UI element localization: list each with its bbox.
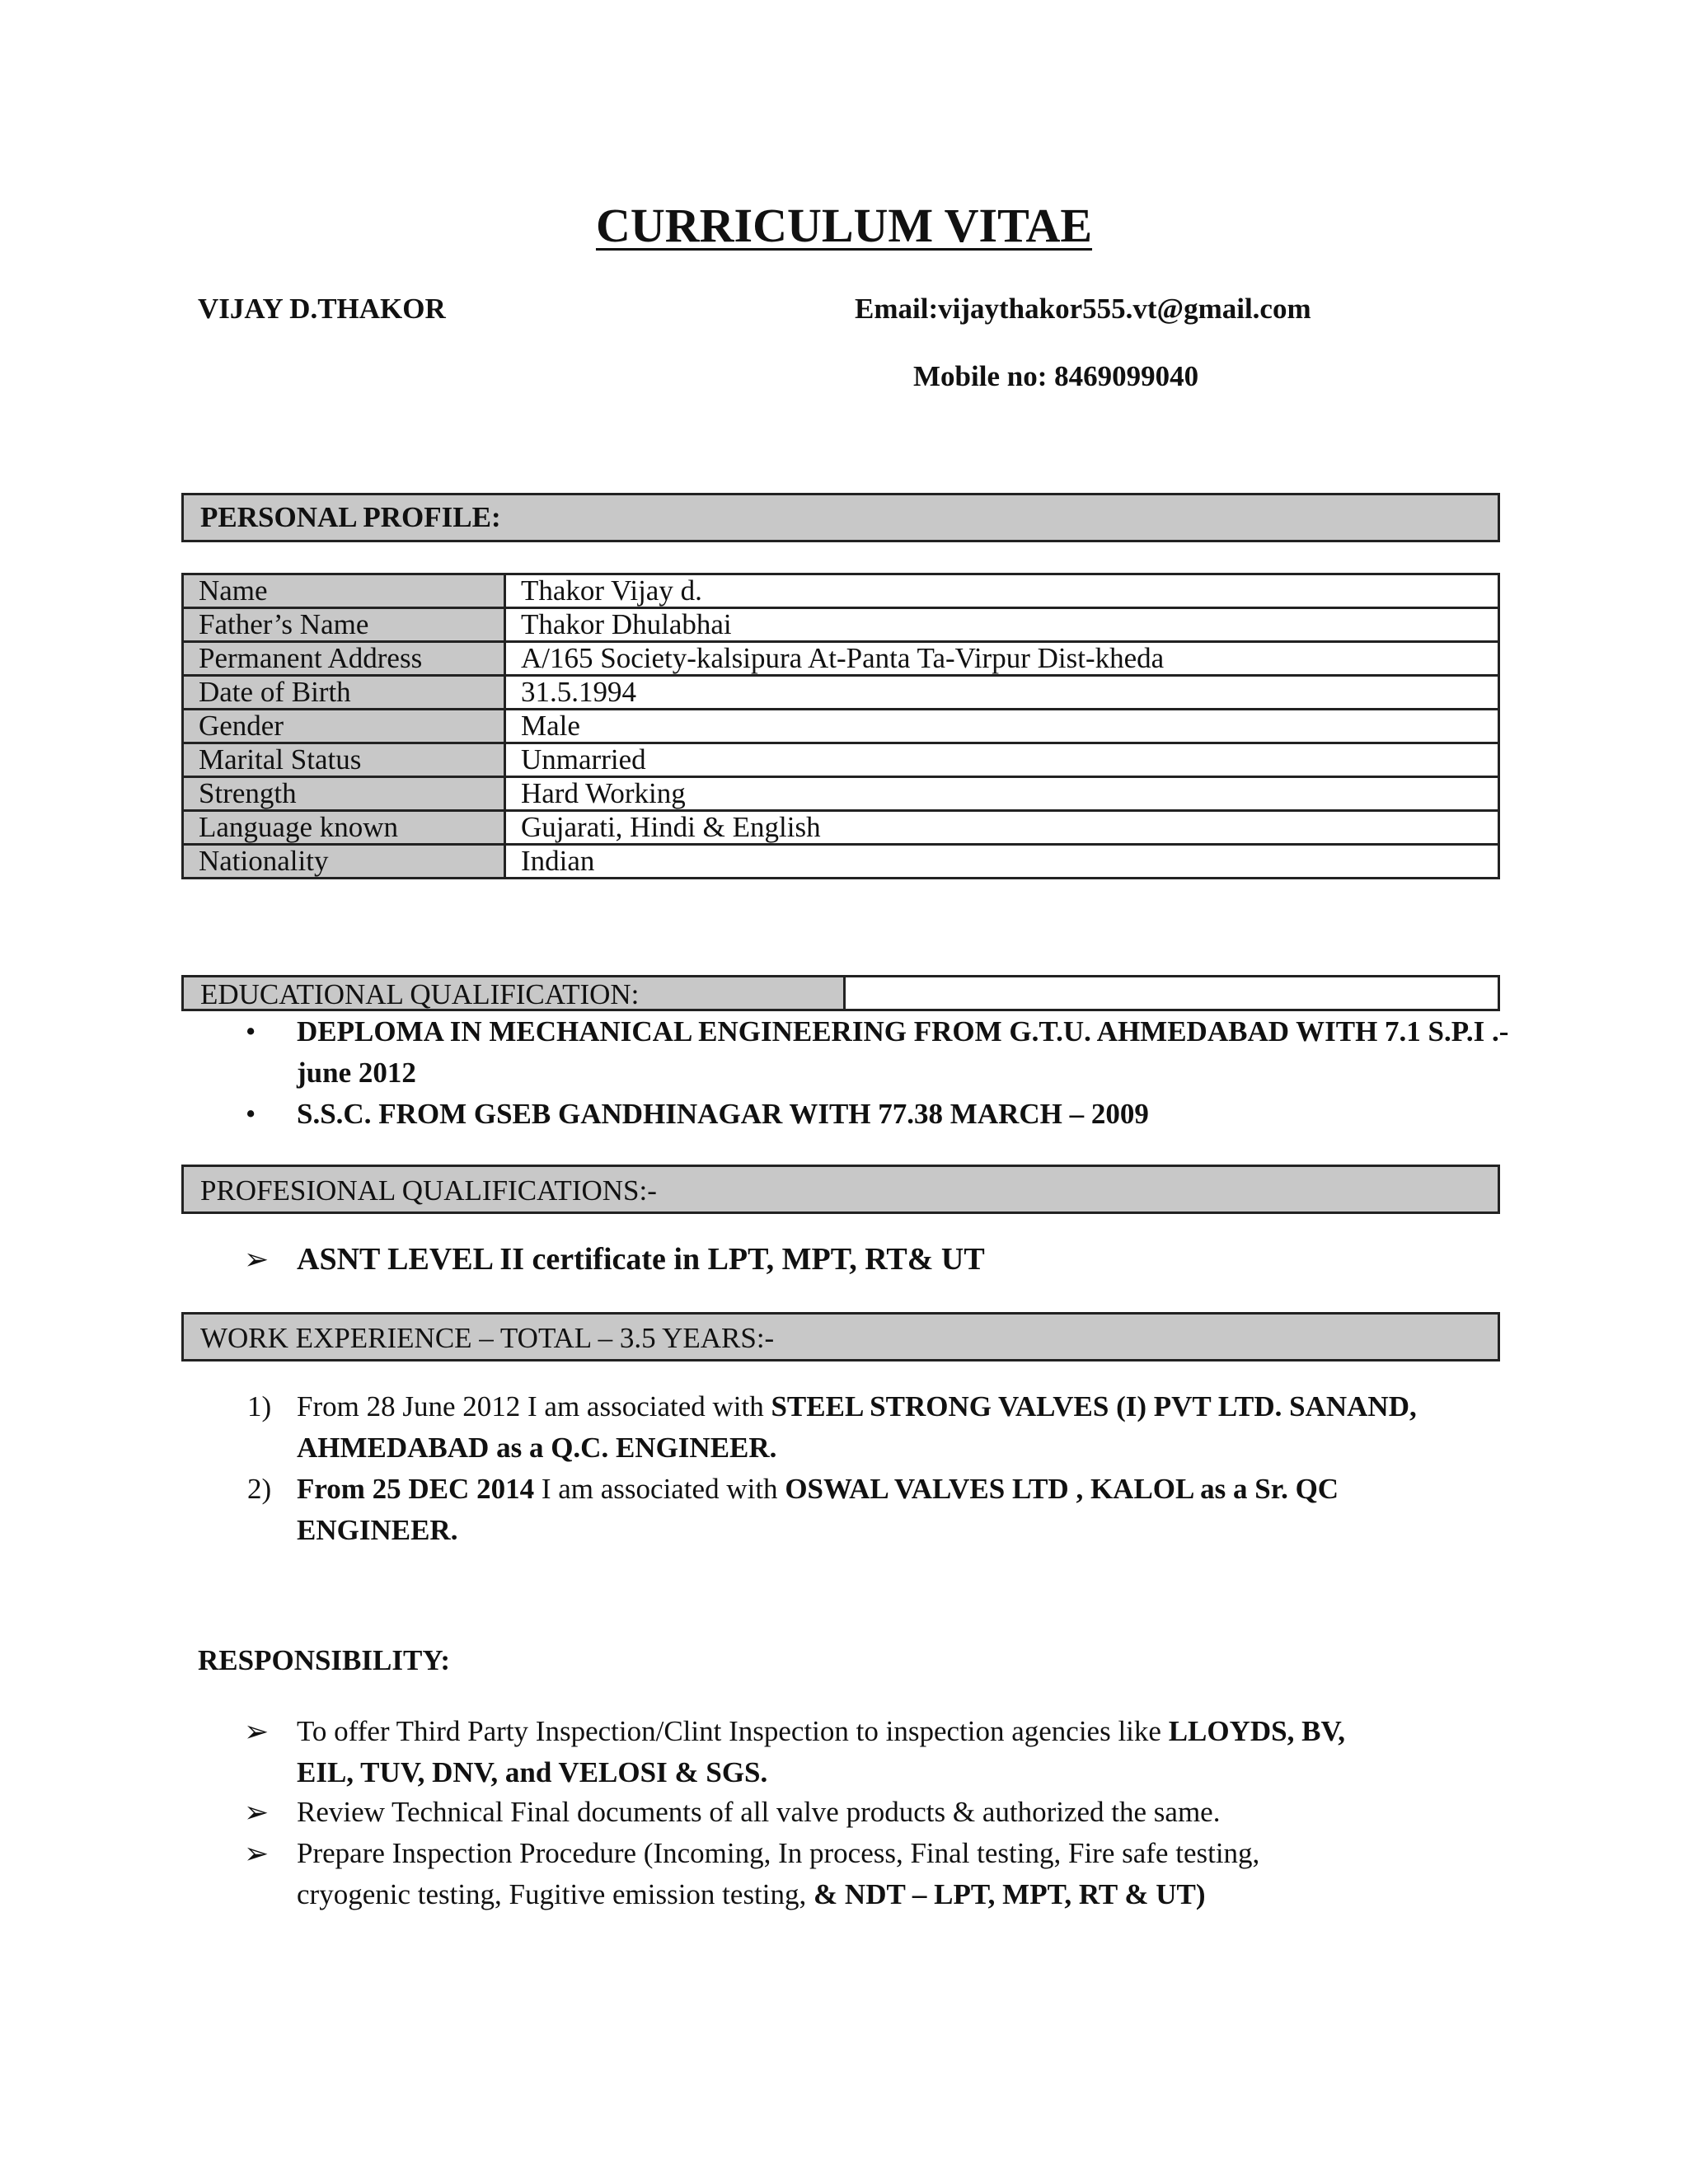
work-item-2-line2: ENGINEER. (297, 1514, 458, 1546)
row-label: Permanent Address (183, 642, 505, 676)
education-item-1-line1: DEPLOMA IN MECHANICAL ENGINEERING FROM G.T.U. AHMEDABAD WITH 7.1 S.P.I .- (297, 1015, 1509, 1047)
list-number: 2) (247, 1473, 272, 1505)
responsibility-item-3-line1: Prepare Inspection Procedure (Incoming, In process, Final testing, Fire safe testing, (297, 1837, 1260, 1869)
row-value: Male (505, 710, 1499, 743)
row-value: Thakor Dhulabhai (505, 608, 1499, 642)
arrow-bullet-icon: ➢ (244, 1715, 270, 1748)
work-item-1-company: STEEL STRONG VALVES (I) PVT LTD. SANAND, (771, 1390, 1417, 1422)
table-row (183, 676, 1499, 710)
work-item-1-line2: AHMEDABAD as a Q.C. ENGINEER. (297, 1432, 777, 1464)
table-row (183, 710, 1499, 743)
responsibility-item-2: Review Technical Final documents of all valve products & authorized the same. (297, 1796, 1221, 1828)
table-row (183, 777, 1499, 811)
row-label: Father’s Name (183, 608, 505, 642)
work-item-2-date: From 25 DEC 2014 (297, 1473, 535, 1505)
professional-heading-box (181, 1165, 1500, 1214)
row-value: 31.5.1994 (505, 676, 1499, 710)
work-item-1-text: From 28 June 2012 I am associated with (297, 1390, 771, 1422)
work-heading: WORK EXPERIENCE – TOTAL – 3.5 YEARS:- (200, 1322, 775, 1354)
responsibility-item-3-line2 (297, 1874, 1206, 1915)
responsibility-heading: RESPONSIBILITY: (198, 1644, 451, 1676)
arrow-bullet-icon: ➢ (244, 1243, 270, 1276)
row-value: Thakor Vijay d. (505, 574, 1499, 608)
row-label: Marital Status (183, 743, 505, 777)
arrow-bullet-icon: ➢ (244, 1796, 270, 1829)
row-label: Date of Birth (183, 676, 505, 710)
work-item-2-company: OSWAL VALVES LTD , KALOL as a Sr. QC (785, 1473, 1339, 1505)
row-label: Nationality (183, 845, 505, 879)
education-item-1-line2: june 2012 (297, 1057, 416, 1089)
work-heading-box (181, 1312, 1500, 1361)
row-value: Gujarati, Hindi & English (505, 811, 1499, 845)
responsibility-item-1-agencies: LLOYDS, BV, (1168, 1715, 1345, 1747)
row-value: A/165 Society-kalsipura At-Panta Ta-Virpur Dist-kheda (505, 642, 1499, 676)
row-label: Name (183, 574, 505, 608)
professional-heading: PROFESIONAL QUALIFICATIONS:- (200, 1174, 657, 1207)
heading-empty-cell (846, 977, 1498, 1009)
table-row (183, 608, 1499, 642)
work-item-2-text: I am associated with (534, 1473, 785, 1505)
page-title: CURRICULUM VITAE (595, 199, 1093, 252)
bullet-icon: • (246, 1015, 256, 1047)
education-heading-box (181, 975, 1500, 1011)
mobile-text: Mobile no: 8469099040 (913, 360, 1199, 392)
bullet-icon: • (246, 1098, 256, 1130)
work-item-2-line1 (297, 1469, 1339, 1510)
row-value: Hard Working (505, 777, 1499, 811)
education-heading: EDUCATIONAL QUALIFICATION: (200, 978, 640, 1010)
row-value: Indian (505, 845, 1499, 879)
personal-profile-heading: PERSONAL PROFILE: (200, 501, 501, 533)
responsibility-item-1-text: To offer Third Party Inspection/Clint Inspection to inspection agencies like (297, 1715, 1169, 1747)
candidate-name: VIJAY D.THAKOR (198, 293, 446, 325)
personal-profile-table (181, 573, 1500, 879)
table-row (183, 743, 1499, 777)
row-label: Language known (183, 811, 505, 845)
table-row (183, 642, 1499, 676)
row-label: Gender (183, 710, 505, 743)
table-row (183, 574, 1499, 608)
list-number: 1) (247, 1390, 272, 1422)
responsibility-item-3-ndt: & NDT – LPT, MPT, RT & UT) (814, 1878, 1206, 1910)
email-text: Email:vijaythakor555.vt@gmail.com (855, 293, 1311, 325)
responsibility-item-1-line2: EIL, TUV, DNV, and VELOSI & SGS. (297, 1756, 768, 1788)
education-item-2: S.S.C. FROM GSEB GANDHINAGAR WITH 77.38 MARCH – 2009 (297, 1098, 1149, 1130)
table-row (183, 845, 1499, 879)
arrow-bullet-icon: ➢ (244, 1837, 270, 1870)
professional-item: ASNT LEVEL II certificate in LPT, MPT, RT& UT (297, 1242, 985, 1277)
responsibility-item-1-line1 (297, 1711, 1345, 1752)
work-item-1-line1 (297, 1386, 1417, 1427)
personal-profile-heading-box (181, 493, 1500, 542)
table-row (183, 811, 1499, 845)
responsibility-item-3-text: cryogenic testing, Fugitive emission testing, (297, 1878, 814, 1910)
row-value: Unmarried (505, 743, 1499, 777)
row-label: Strength (183, 777, 505, 811)
